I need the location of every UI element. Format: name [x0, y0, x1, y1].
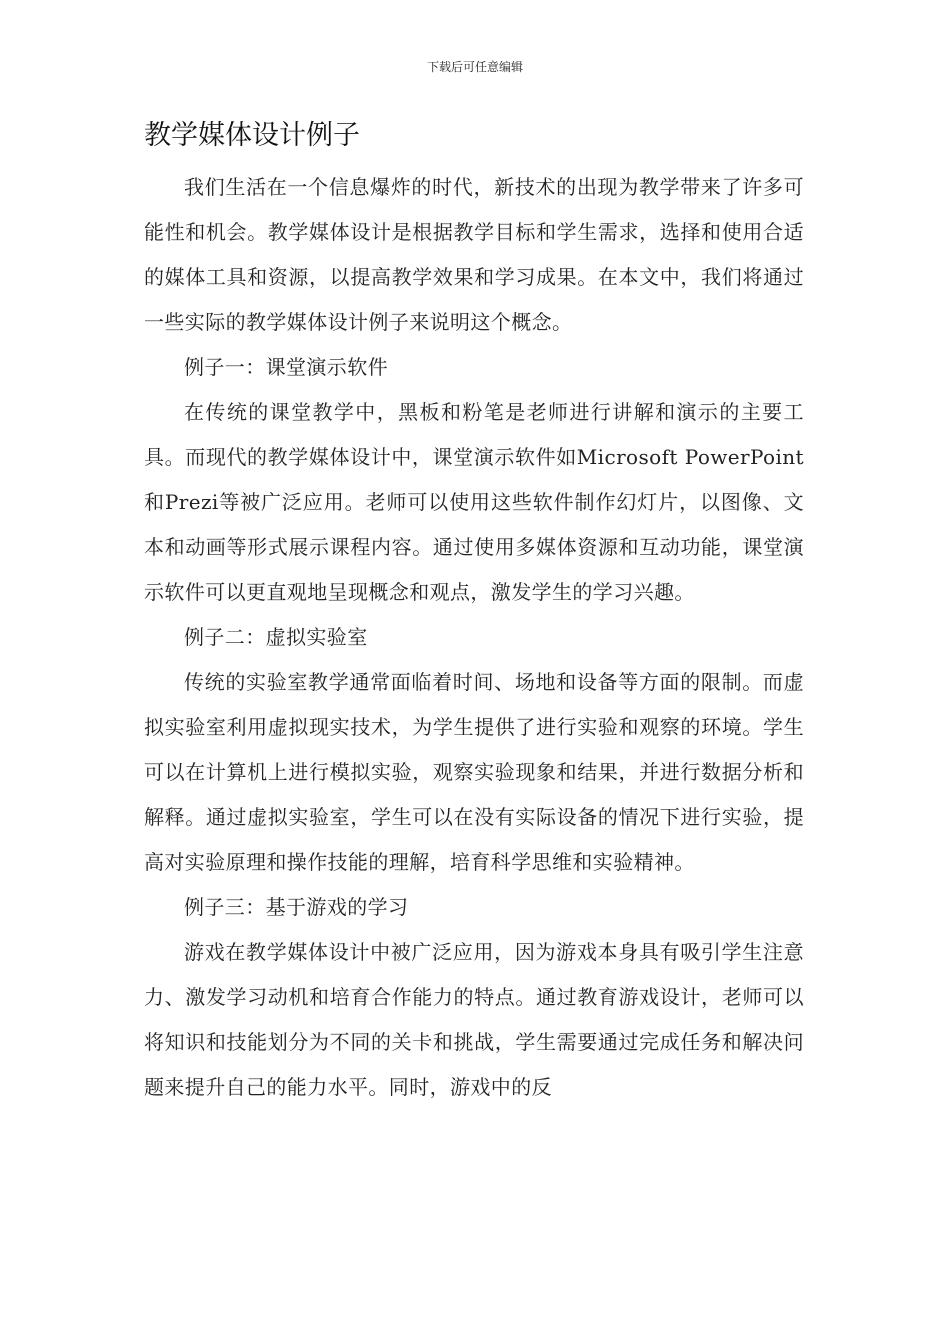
page-title: 教学媒体设计例子 — [144, 120, 360, 151]
document-body — [144, 165, 804, 1110]
example-three-paragraph: 游戏在教学媒体设计中被广泛应用，因为游戏本身具有吸引学生注意力、激发学习动机和培育合作能力的特点。通过教育游戏设计，老师可以将知识和技能划分为不同的关卡和挑战，学生需要通过完成任务和解决问题来提升自己的能力水平。同时，游戏中的反 — [144, 940, 804, 1099]
example-three-heading: 例子三：基于游戏的学习 — [184, 895, 409, 919]
example-two-heading: 例子二：虚拟实验室 — [184, 625, 368, 649]
example-one-heading: 例子一：课堂演示软件 — [184, 355, 388, 379]
header-note: 下载后可任意编辑 — [426, 60, 523, 74]
example-one-paragraph: 在传统的课堂教学中，黑板和粉笔是老师进行讲解和演示的主要工具。而现代的教学媒体设计中，课堂演示软件如Microsoft PowerPoint和Prezi等被广泛应用。老师可以使用这些软件制作幻灯片，以图像、文本和动画等形式展示课程内容。通过使用多媒体资源和互动功能，课堂演示软件可以更直观地呈现概念和观点，激发学生的学习兴趣。 — [144, 400, 804, 604]
example-two-paragraph: 传统的实验室教学通常面临着时间、场地和设备等方面的限制。而虚拟实验室利用虚拟现实技术，为学生提供了进行实验和观察的环境。学生可以在计算机上进行模拟实验，观察实验现象和结果，并进行数据分析和解释。通过虚拟实验室，学生可以在没有实际设备的情况下进行实验，提高对实验原理和操作技能的理解，培育科学思维和实验精神。 — [144, 670, 804, 874]
intro-paragraph: 我们生活在一个信息爆炸的时代，新技术的出现为教学带来了许多可能性和机会。教学媒体设计是根据教学目标和学生需求，选择和使用合适的媒体工具和资源，以提高教学效果和学习成果。在本文中，我们将通过一些实际的教学媒体设计例子来说明这个概念。 — [144, 175, 804, 334]
